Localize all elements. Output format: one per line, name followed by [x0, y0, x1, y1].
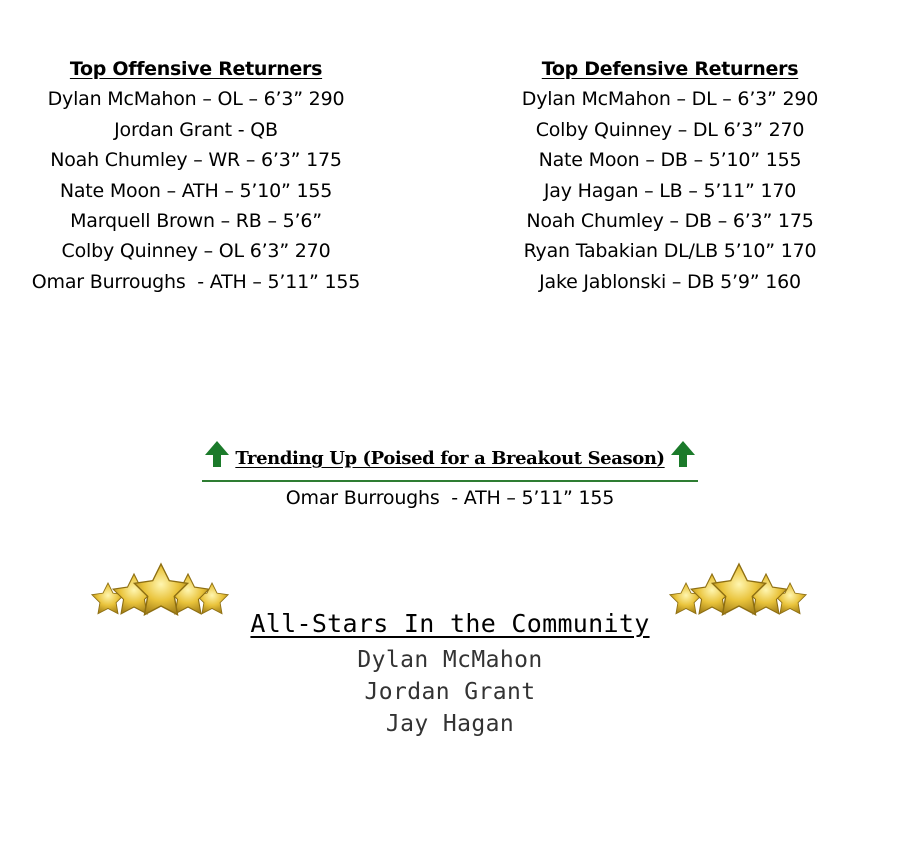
community-all-stars-title: All-Stars In the Community	[250, 609, 650, 638]
defensive-player-4: Jay Hagan – LB – 5’11” 170	[543, 179, 797, 202]
defensive-returners-section	[500, 54, 840, 297]
community-name-1: Dylan McMahon	[357, 647, 543, 673]
defensive-player-5: Noah Chumley – DB – 6’3” 175	[526, 210, 814, 233]
defensive-player-2: Colby Quinney – DL 6’3” 270	[535, 118, 805, 141]
offensive-player-3: Noah Chumley – WR – 6’3” 175	[50, 149, 342, 172]
offensive-returners-heading: Top Offensive Returners	[69, 58, 323, 80]
defensive-player-6: Ryan Tabakian DL/LB 5’10” 170	[523, 240, 817, 263]
offensive-player-4: Nate Moon – ATH – 5’10” 155	[59, 179, 333, 202]
defensive-returners-heading: Top Defensive Returners	[541, 58, 799, 80]
defensive-player-7: Jake Jablonski – DB 5’9” 160	[539, 270, 801, 293]
offensive-player-2: Jordan Grant - QB	[114, 118, 278, 141]
trending-up-player: Omar Burroughs - ATH – 5’11” 155	[285, 487, 615, 509]
offensive-player-6: Colby Quinney – OL 6’3” 270	[61, 240, 331, 263]
defensive-player-1: Dylan McMahon – DL – 6’3” 290	[521, 88, 819, 111]
up-arrow-icon	[670, 440, 696, 479]
offensive-player-1: Dylan McMahon – OL – 6’3” 290	[47, 88, 345, 111]
trending-up-title: Trending Up (Poised for a Breakout Season)	[235, 448, 665, 469]
offensive-player-7: Omar Burroughs - ATH – 5’11” 155	[31, 270, 361, 293]
up-arrow-icon	[204, 440, 230, 479]
community-all-stars-section	[200, 604, 700, 740]
community-name-3: Jay Hagan	[385, 711, 515, 737]
trending-up-title-line	[202, 440, 699, 482]
defensive-player-3: Nate Moon – DB – 5’10” 155	[538, 149, 802, 172]
community-name-2: Jordan Grant	[364, 679, 536, 705]
trending-up-section	[150, 440, 750, 512]
offensive-returners-section	[20, 54, 372, 297]
offensive-player-5: Marquell Brown – RB – 5’6”	[70, 210, 322, 233]
